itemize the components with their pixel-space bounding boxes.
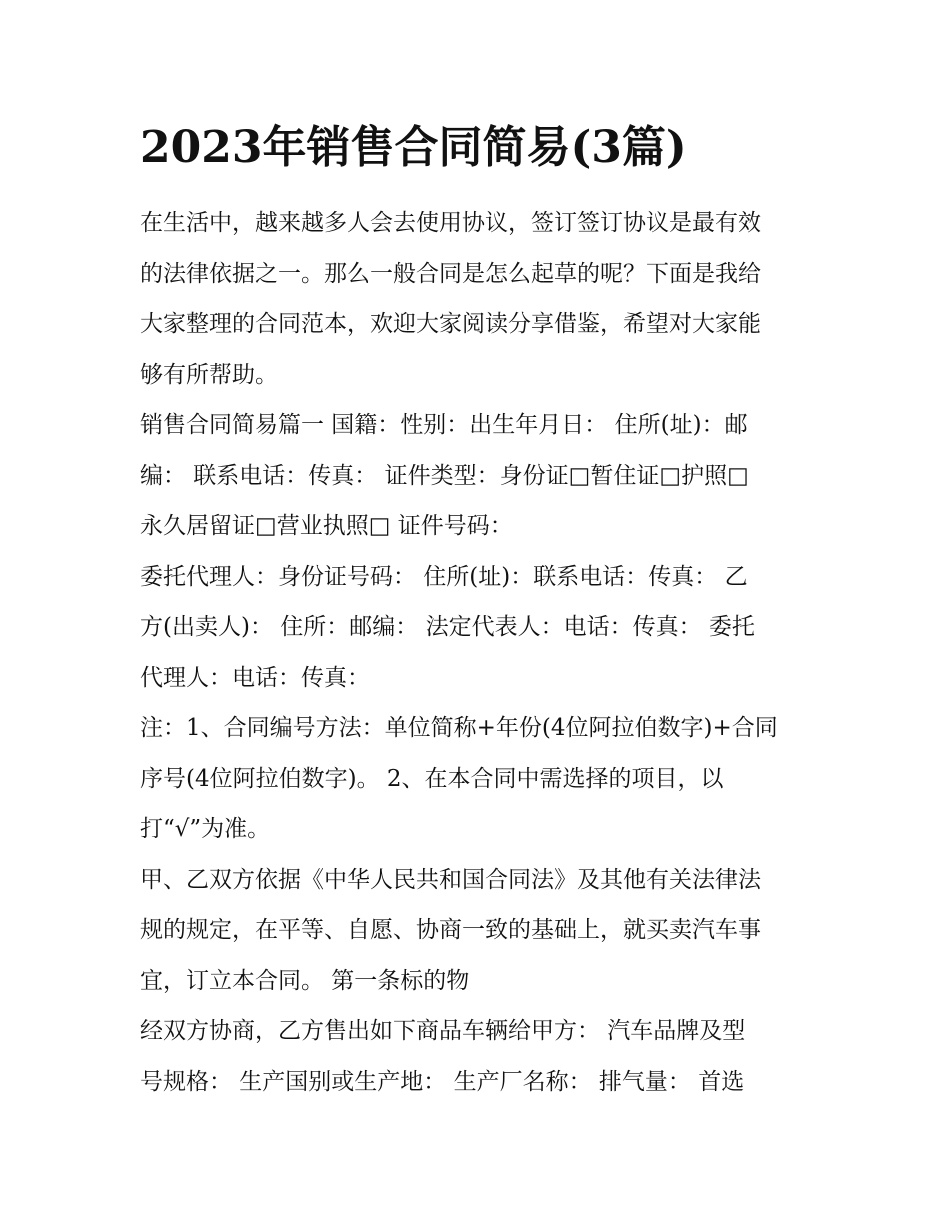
text-line: 销售合同简易篇一 国籍：性别：出生年月日： 住所(址)：邮 <box>140 412 748 438</box>
paragraph-intro <box>140 198 816 400</box>
text-line: 在生活中，越来越多人会去使用协议，签订签订协议是最有效 <box>140 210 761 236</box>
text-line: 注：1、合同编号方法：单位简称+年份(4位阿拉伯数字)+合同 <box>140 715 778 741</box>
text-line: 代理人：电话：传真： <box>140 664 370 691</box>
text-line: 经双方协商，乙方售出如下商品车辆给甲方： 汽车品牌及型 <box>140 1018 746 1044</box>
text-line: 永久居留证□营业执照□ 证件号码： <box>140 513 513 539</box>
paragraph-vehicle-details <box>140 1006 816 1107</box>
paragraph-notes <box>140 703 816 855</box>
paragraph-buyer-info <box>140 400 816 552</box>
text-line: 编： 联系电话：传真： 证件类型：身份证□暂住证□护照□ <box>140 462 749 489</box>
text-line: 方(出卖人)： 住所：邮编： 法定代表人：电话：传真： 委托 <box>140 614 755 640</box>
text-line: 规的规定，在平等、自愿、协商一致的基础上，就买卖汽车事 <box>140 917 761 943</box>
paragraph-agent-seller <box>140 552 816 704</box>
text-line: 号规格： 生产国别或生产地： 生产厂名称： 排气量： 首选 <box>140 1068 745 1095</box>
document-title: 2023年销售合同简易(3篇) <box>140 122 687 173</box>
text-line: 宜，订立本合同。 第一条标的物 <box>140 967 470 994</box>
paragraph-legal-basis <box>140 855 816 1007</box>
text-line: 甲、乙双方依据《中华人民共和国合同法》及其他有关法律法 <box>140 866 761 893</box>
text-line: 序号(4位阿拉伯数字)。 2、在本合同中需选择的项目，以 <box>140 765 724 792</box>
text-line: 委托代理人：身份证号码： 住所(址)：联系电话：传真： 乙 <box>140 563 748 590</box>
text-line: 打“√”为准。 <box>140 816 271 842</box>
document-body <box>140 198 816 1107</box>
text-line: 大家整理的合同范本，欢迎大家阅读分享借鉴，希望对大家能 <box>140 311 761 337</box>
text-line: 的法律依据之一。那么一般合同是怎么起草的呢？下面是我给 <box>140 260 761 287</box>
text-line: 够有所帮助。 <box>140 361 278 388</box>
